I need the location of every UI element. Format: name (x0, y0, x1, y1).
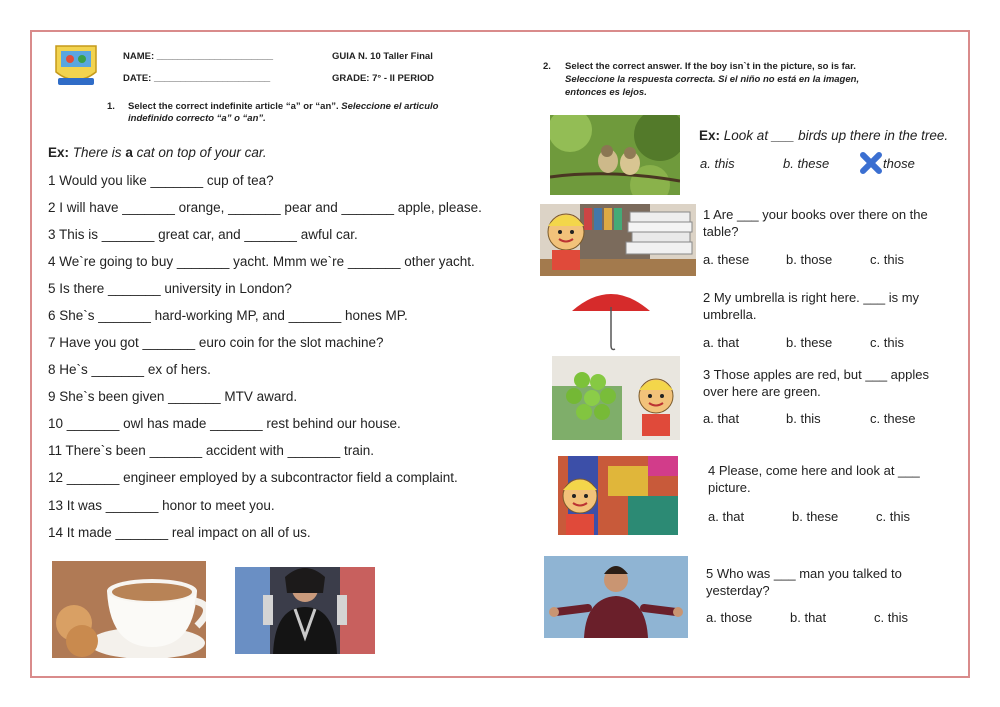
tea-cup-photo (52, 561, 206, 658)
question-3-line1: 3 Those apples are red, but ___ apples (703, 367, 929, 382)
apples-and-boy (552, 356, 680, 440)
section1-number: 1. (107, 101, 115, 112)
article-question[interactable]: 7 Have you got _______ euro coin for the slot machine? (48, 335, 384, 350)
pointer-question-4 (708, 462, 964, 496)
q5-option-a[interactable]: a. those (706, 610, 753, 625)
example-option-c[interactable]: those (883, 156, 915, 171)
section1-instruction-en: Select the correct indefinite article “a” or “an”. (128, 101, 339, 112)
q5-option-b[interactable]: b. that (790, 610, 827, 625)
section2-number: 2. (543, 61, 551, 72)
mtv-award-photo (235, 567, 375, 654)
pointer-question-2 (703, 289, 959, 323)
q4-option-c[interactable]: c. this (876, 509, 910, 524)
article-question[interactable]: 8 He`s _______ ex of hers. (48, 362, 211, 377)
question-5-line1: 5 Who was ___ man you talked to (706, 566, 902, 581)
x-mark-icon (860, 152, 882, 174)
umbrella (570, 289, 652, 353)
section1-example (48, 145, 267, 160)
question-5-line2: yesterday? (706, 583, 770, 598)
article-question[interactable]: 14 It made _______ real impact on all of us. (48, 525, 311, 540)
q3-option-b[interactable]: b. this (786, 411, 821, 426)
article-question[interactable]: 9 She`s been given _______ MTV award. (48, 389, 298, 404)
example-part-c: cat on top of your car. (136, 145, 267, 160)
example-option-b[interactable]: b. these (783, 156, 830, 171)
article-question[interactable]: 4 We`re going to buy _______ yacht. Mmm we`re _______ other yacht. (48, 254, 475, 269)
article-question[interactable]: 1 Would you like _______ cup of tea? (48, 173, 274, 188)
q4-option-b[interactable]: b. these (792, 509, 839, 524)
date-field[interactable]: DATE: ______________________ (123, 73, 271, 84)
article-question[interactable]: 13 It was _______ honor to meet you. (48, 498, 275, 513)
q2-option-c[interactable]: c. this (870, 335, 904, 350)
section2-instruction-es: Seleccione la respuesta correcta. Si el niño no está en la imagen, (565, 74, 860, 85)
pointer-question-1 (703, 206, 959, 240)
example-part-a: There is (72, 145, 122, 160)
section2-example (699, 128, 948, 143)
q1-option-a[interactable]: a. these (703, 252, 750, 267)
question-3-line2: over here are green. (703, 384, 821, 399)
q5-option-c[interactable]: c. this (874, 610, 908, 625)
q1-option-c[interactable]: c. this (870, 252, 904, 267)
article-question[interactable]: 6 She`s _______ hard-working MP, and _______ hones MP. (48, 308, 408, 323)
article-question[interactable]: 5 Is there _______ university in London? (48, 281, 292, 296)
grade-label: GRADE: 7° - II PERIOD (332, 73, 434, 84)
name-field[interactable]: NAME: ______________________ (123, 51, 274, 62)
question-1-line2: table? (703, 224, 739, 239)
article-question[interactable]: 3 This is _______ great car, and _______ awful car. (48, 227, 358, 242)
section2-example-text: Look at ___ birds up there in the tree. (723, 128, 949, 143)
example-answer: a (125, 145, 133, 160)
question-4-line1: 4 Please, come here and look at ___ (708, 463, 920, 478)
article-question[interactable]: 10 _______ owl has made _______ rest behind our house. (48, 416, 401, 431)
article-question[interactable]: 2 I will have _______ orange, _______ pear and _______ apple, please. (48, 200, 482, 215)
example-option-a[interactable]: a. this (700, 156, 735, 171)
question-2-line2: umbrella. (703, 307, 757, 322)
question-4-line2: picture. (708, 480, 751, 495)
birds-photo (550, 115, 680, 195)
question-1-line1: 1 Are ___ your books over there on the (703, 207, 928, 222)
article-question[interactable]: 12 _______ engineer employed by a subcontractor field a complaint. (48, 470, 458, 485)
section2-example-prefix: Ex: (699, 128, 721, 143)
q3-option-c[interactable]: c. these (870, 411, 916, 426)
boy-with-books (540, 204, 696, 276)
example-prefix: Ex: (48, 145, 70, 160)
section1-instruction-es: Seleccione el articulo (341, 101, 439, 112)
question-2-line1: 2 My umbrella is right here. ___ is my (703, 290, 920, 305)
q2-option-a[interactable]: a. that (703, 335, 740, 350)
pointer-question-5 (706, 565, 962, 599)
school-logo (52, 42, 100, 88)
man-shrugging (544, 556, 688, 638)
q1-option-b[interactable]: b. those (786, 252, 833, 267)
boy-with-painting (558, 456, 678, 535)
pointer-question-3 (703, 366, 959, 400)
section2-instruction-es-2: entonces es lejos. (565, 87, 647, 98)
section2-instruction-en: Select the correct answer. If the boy isn`t in the picture, so is far. (565, 61, 856, 72)
q3-option-a[interactable]: a. that (703, 411, 740, 426)
section1-instruction (128, 101, 438, 112)
q2-option-b[interactable]: b. these (786, 335, 833, 350)
article-question[interactable]: 11 There`s been _______ accident with _______ train. (48, 443, 374, 458)
guide-title: GUIA N. 10 Taller Final (332, 51, 433, 62)
q4-option-a[interactable]: a. that (708, 509, 745, 524)
section1-instruction-es-2: indefinido correcto “a” o “an”. (128, 113, 266, 124)
